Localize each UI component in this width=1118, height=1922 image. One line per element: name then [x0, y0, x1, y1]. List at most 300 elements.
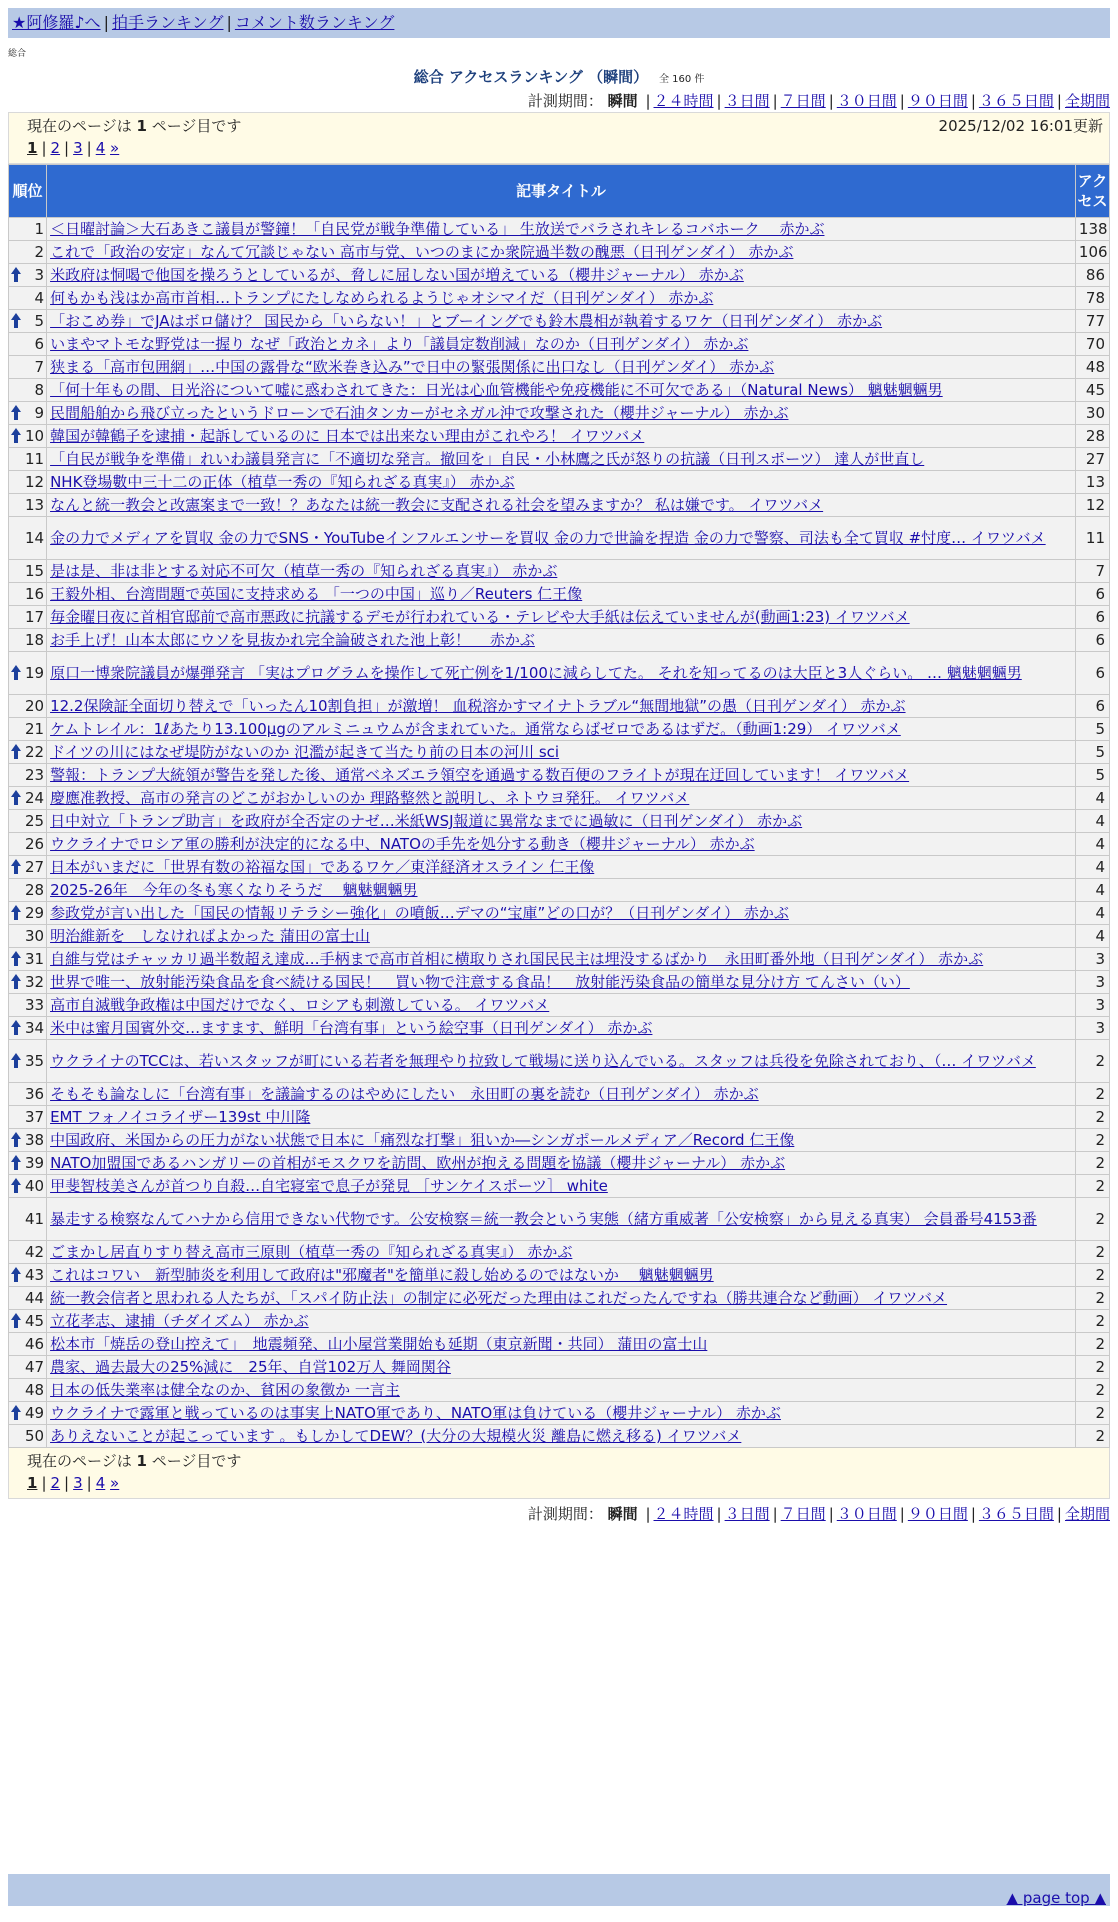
- table-row: [9, 1425, 1109, 1447]
- nav-separator: |: [226, 13, 232, 32]
- article-link[interactable]: 米政府は恫喝で他国を操ろうとしているが、脅しに屈しない国が増えている（櫻井ジャーナル） 赤かぶ: [50, 266, 744, 284]
- rank-cell: [9, 1379, 46, 1401]
- access-count: 6: [1076, 583, 1109, 605]
- title-cell: [47, 287, 1075, 309]
- rank-cell: [9, 1333, 46, 1355]
- rank-cell: [9, 1152, 46, 1174]
- rank-cell: [9, 494, 46, 516]
- access-count: 2: [1076, 1129, 1109, 1151]
- rank-cell: [9, 1287, 46, 1309]
- pager-page-link[interactable]: 3: [73, 1474, 83, 1492]
- rank-cell: [9, 333, 46, 355]
- table-row: [9, 1264, 1109, 1286]
- arrow-up-icon: [11, 1405, 21, 1421]
- title-cell: [47, 379, 1075, 401]
- table-row: [9, 1017, 1109, 1039]
- table-row: [9, 902, 1109, 924]
- nav-clap-ranking-link[interactable]: 拍手ランキング: [111, 13, 224, 32]
- table-row: [9, 1152, 1109, 1174]
- article-link[interactable]: 日中対立「トランプ助言」を政府が全否定のナゼ…米紙WSJ報道に異常なまでに過敏に（日刊ゲンダイ） 赤かぶ: [50, 812, 803, 830]
- table-row: [9, 833, 1109, 855]
- table-row: [9, 1356, 1109, 1378]
- table-row: [9, 583, 1109, 605]
- period-link[interactable]: ３６５日間: [978, 92, 1054, 110]
- rank-number: 8: [34, 381, 45, 399]
- period-current: 瞬間: [607, 92, 638, 110]
- period-link[interactable]: ３６５日間: [978, 1505, 1054, 1523]
- title-cell: [47, 741, 1075, 763]
- arrow-up-icon: [11, 1132, 21, 1148]
- rank-number: 23: [24, 766, 45, 784]
- rank-cell: [9, 1264, 46, 1286]
- table-row: [9, 333, 1109, 355]
- ranking-heading: [8, 66, 1110, 88]
- rank-cell: [9, 764, 46, 786]
- access-count: 12: [1076, 494, 1109, 516]
- table-row: [9, 1287, 1109, 1309]
- access-count: 4: [1076, 902, 1109, 924]
- rank-number: 1: [34, 220, 45, 238]
- access-count: 28: [1076, 425, 1109, 447]
- page-info-top: [8, 112, 1110, 164]
- pager-page-link[interactable]: 2: [50, 1474, 61, 1492]
- title-cell: [47, 310, 1075, 332]
- period-separator: |: [899, 92, 905, 110]
- table-row: [9, 241, 1109, 263]
- table-row: [9, 1379, 1109, 1401]
- article-link[interactable]: 立花孝志、逮捕（チダイズム） 赤かぶ: [50, 1312, 309, 1330]
- pager-current-page[interactable]: 1: [27, 139, 38, 157]
- pager-page-link[interactable]: 4: [95, 1474, 106, 1492]
- rank-cell: [9, 1083, 46, 1105]
- article-link[interactable]: 松本市「焼岳の登山控えて」 地震頻発、山小屋営業開始も延期（東京新聞・共同） 蒲田の富士山: [50, 1335, 708, 1353]
- period-link[interactable]: ７日間: [780, 1505, 826, 1523]
- rank-cell: [9, 971, 46, 993]
- pager-page-link[interactable]: 4: [95, 139, 106, 157]
- rank-number: 10: [24, 427, 45, 445]
- period-separator: |: [828, 92, 834, 110]
- article-link[interactable]: これはコワい 新型肺炎を利用して政府は"邪魔者"を簡単に殺し始めるのではないか 魑魅魍魎男: [50, 1266, 714, 1284]
- article-link[interactable]: お手上げ！山本太郎にウソを見抜かれ完全論破された池上彰！ 赤かぶ: [50, 631, 535, 649]
- page-status-prefix: 現在のページは: [27, 117, 132, 135]
- table-row: [9, 402, 1109, 424]
- article-link[interactable]: 明治維新を しなければよかった 蒲田の富士山: [50, 927, 370, 945]
- arrow-up-icon: [11, 405, 21, 421]
- table-row: [9, 810, 1109, 832]
- table-row: [9, 560, 1109, 582]
- access-count: 6: [1076, 629, 1109, 651]
- article-link[interactable]: ありえないことが起こっています 。もしかしてDEW？(大分の大規模火災 離島に燃え移る) イワツバメ: [50, 1427, 742, 1445]
- rank-cell: [9, 879, 46, 901]
- title-cell: [47, 241, 1075, 263]
- article-link[interactable]: 狭まる「高市包囲網」…中国の露骨な“欧米巻き込み”で日中の緊張関係に出口なし（日刊ゲンダイ） 赤かぶ: [50, 358, 775, 376]
- rank-cell: [9, 1241, 46, 1263]
- title-cell: [47, 1310, 1075, 1332]
- article-link[interactable]: 「おこめ券」でJAはボロ儲け？ 国民から「いらない！」とブーイングでも鈴木農相が執着するワケ（日刊ゲンダイ） 赤かぶ: [50, 312, 883, 330]
- table-row: [9, 629, 1109, 651]
- period-separator: |: [970, 1505, 976, 1523]
- arrow-up-icon: [11, 1313, 21, 1329]
- rank-number: 32: [24, 973, 45, 991]
- rank-cell: [9, 1402, 46, 1424]
- rank-cell: [9, 1310, 46, 1332]
- access-count: 5: [1076, 741, 1109, 763]
- rank-number: 12: [24, 473, 45, 491]
- top-nav: [8, 8, 1110, 38]
- title-cell: [47, 1425, 1075, 1447]
- rank-number: 29: [24, 904, 45, 922]
- access-count: 2: [1076, 1175, 1109, 1197]
- access-count: 3: [1076, 1017, 1109, 1039]
- rank-number: 5: [34, 312, 45, 330]
- title-cell: [47, 494, 1075, 516]
- page-status-number: 1: [136, 1452, 147, 1470]
- title-cell: [47, 764, 1075, 786]
- arrow-up-icon: [11, 1020, 21, 1036]
- article-link[interactable]: NHK登場數中三十二の正体（植草一秀の『知られざる真実』） 赤かぶ: [50, 473, 515, 491]
- title-cell: [47, 787, 1075, 809]
- rank-cell: [9, 1425, 46, 1447]
- article-link[interactable]: 高市自滅戦争政権は中国だけでなく、ロシアも刺激している。 イワツバメ: [50, 996, 550, 1014]
- article-link[interactable]: ウクライナでロシア軍の勝利が決定的になる中、NATOの手先を処分する動き（櫻井ジャーナル） 赤かぶ: [50, 835, 755, 853]
- bottom-bar: [8, 1874, 1110, 1906]
- rank-cell: [9, 695, 46, 717]
- table-row: [9, 1241, 1109, 1263]
- access-count: 70: [1076, 333, 1109, 355]
- article-link[interactable]: ウクライナのTCCは、若いスタッフが町にいる若者を無理やり拉致して戦場に送り込んでいる。スタッフは兵役を免除されており、（… イワツバメ: [50, 1052, 1036, 1070]
- access-count: 11: [1076, 517, 1109, 559]
- access-count: 3: [1076, 994, 1109, 1016]
- pager-separator: |: [64, 139, 70, 157]
- rank-cell: [9, 448, 46, 470]
- rank-number: 35: [24, 1052, 45, 1070]
- nav-separator: |: [103, 13, 109, 32]
- title-cell: [47, 402, 1075, 424]
- rank-number: 20: [24, 697, 45, 715]
- rank-cell: [9, 379, 46, 401]
- access-count: 2: [1076, 1379, 1109, 1401]
- rank-cell: [9, 902, 46, 924]
- arrow-up-icon: [11, 1155, 21, 1171]
- page-status: [27, 115, 241, 137]
- rank-number: 2: [34, 243, 45, 261]
- access-count: 4: [1076, 833, 1109, 855]
- rank-cell: [9, 425, 46, 447]
- table-row: [9, 925, 1109, 947]
- arrow-up-icon: [11, 974, 21, 990]
- period-link[interactable]: ３０日間: [836, 92, 897, 110]
- title-cell: [47, 1241, 1075, 1263]
- table-row: [9, 1402, 1109, 1424]
- rank-cell: [9, 583, 46, 605]
- period-separator: |: [1056, 1505, 1062, 1523]
- pager-page-link[interactable]: 3: [73, 139, 83, 157]
- period-link[interactable]: ２４時間: [653, 1505, 714, 1523]
- article-link[interactable]: 「何十年もの間、日光浴について嘘に惑わされてきた：日光は心血管機能や免疫機能に不可欠である」（Natural News） 魑魅魍魎男: [50, 381, 943, 399]
- pager-page-link[interactable]: 2: [50, 139, 61, 157]
- rank-cell: [9, 560, 46, 582]
- arrow-up-icon: [11, 313, 21, 329]
- article-link[interactable]: 世界で唯一、放射能汚染食品を食べ続ける国民！ 買い物で注意する食品！ 放射能汚染食品の簡単な見分け方 てんさい（い）: [50, 973, 910, 991]
- ranking-table: [8, 164, 1110, 1448]
- access-count: 48: [1076, 356, 1109, 378]
- title-cell: [47, 948, 1075, 970]
- rank-cell: [9, 356, 46, 378]
- table-row: [9, 379, 1109, 401]
- table-row: [9, 1333, 1109, 1355]
- title-cell: [47, 1129, 1075, 1151]
- article-link[interactable]: 是は是、非は非とする対応不可欠（植草一秀の『知られざる真実』） 赤かぶ: [50, 562, 558, 580]
- rank-cell: [9, 218, 46, 240]
- article-link[interactable]: ウクライナで露軍と戦っているのは事実上NATO軍であり、NATO軍は負けている（櫻井ジャーナル） 赤かぶ: [50, 1404, 781, 1422]
- rank-number: 4: [34, 289, 45, 307]
- table-row: [9, 517, 1109, 559]
- rank-number: 7: [34, 358, 45, 376]
- access-count: 2: [1076, 1287, 1109, 1309]
- rank-number: 37: [24, 1108, 45, 1126]
- title-cell: [47, 994, 1075, 1016]
- access-count: 30: [1076, 402, 1109, 424]
- header-rank: 順位: [9, 165, 46, 217]
- rank-number: 50: [24, 1427, 45, 1445]
- access-count: 6: [1076, 695, 1109, 717]
- title-cell: [47, 1264, 1075, 1286]
- period-separator: |: [1056, 92, 1062, 110]
- table-row: [9, 448, 1109, 470]
- table-row: [9, 994, 1109, 1016]
- rank-cell: [9, 471, 46, 493]
- article-link[interactable]: 韓国が韓鶴子を逮捕・起訴しているのに 日本では出来ない理由がこれやろ！ イワツバメ: [50, 427, 645, 445]
- total-count: 全 160 件: [658, 74, 705, 85]
- rank-number: 14: [24, 529, 45, 547]
- period-current: 瞬間: [607, 1505, 638, 1523]
- pager-top: [27, 137, 1103, 159]
- article-link[interactable]: そもそも論なしに「台湾有事」を議論するのはやめにしたい 永田町の裏を読む（日刊ゲンダイ） 赤かぶ: [50, 1085, 759, 1103]
- arrow-up-icon: [11, 744, 21, 760]
- access-count: 2: [1076, 1198, 1109, 1240]
- category-label: 総合: [8, 49, 27, 59]
- access-count: 4: [1076, 810, 1109, 832]
- title-cell: [47, 902, 1075, 924]
- article-link[interactable]: NATO加盟国であるハンガリーの首相がモスクワを訪問、欧州が抱える問題を協議（櫻井ジャーナル） 赤かぶ: [50, 1154, 786, 1172]
- pager-separator: |: [86, 139, 92, 157]
- table-row: [9, 764, 1109, 786]
- table-row: [9, 356, 1109, 378]
- access-count: 77: [1076, 310, 1109, 332]
- period-link[interactable]: 全期間: [1064, 1505, 1110, 1523]
- article-link[interactable]: ドイツの川にはなぜ堤防がないのか 氾濫が起きて当たり前の日本の河川 sci: [50, 743, 560, 761]
- table-row: [9, 856, 1109, 878]
- period-link[interactable]: ７日間: [780, 92, 826, 110]
- access-count: 5: [1076, 718, 1109, 740]
- table-row: [9, 948, 1109, 970]
- access-count: 6: [1076, 652, 1109, 694]
- pager-separator: |: [41, 139, 47, 157]
- period-link[interactable]: 全期間: [1064, 92, 1110, 110]
- table-row: [9, 1310, 1109, 1332]
- page-title: 総合 アクセスランキング （瞬間）: [413, 68, 649, 86]
- table-row: [9, 425, 1109, 447]
- rank-cell: [9, 1129, 46, 1151]
- title-cell: [47, 1333, 1075, 1355]
- rank-number: 48: [24, 1381, 45, 1399]
- rank-cell: [9, 1106, 46, 1128]
- article-link[interactable]: ごまかし居直りすり替え高市三原則（植草一秀の『知られざる真実』） 赤かぶ: [50, 1243, 573, 1261]
- article-link[interactable]: なんと統一教会と改憲案まで一致！？あなたは統一教会に支配される社会を望みますか？ 私は嫌です。 イワツバメ: [50, 496, 824, 514]
- title-cell: [47, 925, 1075, 947]
- period-separator: |: [828, 1505, 834, 1523]
- period-link[interactable]: ２４時間: [653, 92, 714, 110]
- rank-number: 17: [24, 608, 45, 626]
- rank-cell: [9, 1040, 46, 1082]
- access-count: 2: [1076, 1402, 1109, 1424]
- period-separator: |: [899, 1505, 905, 1523]
- title-cell: [47, 264, 1075, 286]
- article-link[interactable]: 米中は蜜月国賓外交…ますます、鮮明「台湾有事」という絵空事（日刊ゲンダイ） 赤かぶ: [50, 1019, 653, 1037]
- rank-number: 41: [24, 1210, 45, 1228]
- table-row: [9, 971, 1109, 993]
- access-count: 4: [1076, 787, 1109, 809]
- article-link[interactable]: 参政党が言い出した「国民の情報リテラシー強化」の噴飯…デマの“宝庫”どの口が？（日刊ゲンダイ） 赤かぶ: [50, 904, 789, 922]
- arrow-up-icon: [11, 1267, 21, 1283]
- nav-home-link[interactable]: ★阿修羅♪へ: [12, 13, 101, 32]
- period-separator: |: [772, 92, 778, 110]
- article-link[interactable]: 日本がいまだに「世界有数の裕福な国」であるワケ／東洋経済オスライン 仁王像: [50, 858, 595, 876]
- rank-number: 44: [24, 1289, 45, 1307]
- rank-cell: [9, 810, 46, 832]
- article-link[interactable]: 12.2保険証全面切り替えで「いったん10割負担」が激増！ 血税溶かすマイナトラブル“無間地獄”の愚（日刊ゲンダイ） 赤かぶ: [50, 697, 906, 715]
- period-link[interactable]: ９０日間: [907, 1505, 968, 1523]
- period-selector-top: [8, 90, 1110, 112]
- rank-number: 43: [24, 1266, 45, 1284]
- article-link[interactable]: 「自民が戦争を準備」れいわ議員発言に「不適切な発言。撤回を」自民・小林鷹之氏が怒りの抗議（日刊スポーツ） 達人が世直し: [50, 450, 925, 468]
- title-cell: [47, 560, 1075, 582]
- pager-separator: |: [64, 1474, 70, 1492]
- article-link[interactable]: 自維与党はチャッカリ過半数超え達成…手柄まで高市首相に横取りされ国民民主は埋没するばかり 永田町番外地（日刊ゲンダイ） 赤かぶ: [50, 950, 984, 968]
- rank-cell: [9, 741, 46, 763]
- article-link[interactable]: 2025-26年 今年の冬も寒くなりそうだ 魑魅魍魎男: [50, 881, 418, 899]
- article-link[interactable]: 日本の低失業率は健全なのか、貧困の象徴か 一言主: [50, 1381, 400, 1399]
- article-link[interactable]: 警報：トランプ大統領が警告を発した後、通常ベネズエラ領空を通過する数百便のフライトが現在迂回しています！ イワツバメ: [50, 766, 910, 784]
- article-link[interactable]: 中国政府、米国からの圧力がない状態で日本に「痛烈な打撃」狙いか―シンガポールメディア／Record 仁王像: [50, 1131, 795, 1149]
- rank-cell: [9, 606, 46, 628]
- page-top-link[interactable]: ▲ page top ▲: [1006, 1889, 1106, 1907]
- article-link[interactable]: ＜日曜討論＞大石あきこ議員が警鐘！「自民党が戦争準備している」 生放送でバラされキレるコバホーク 赤かぶ: [50, 220, 825, 238]
- article-link[interactable]: 民間船舶から飛び立ったというドローンで石油タンカーがセネガル沖で攻撃された（櫻井ジャーナル） 赤かぶ: [50, 404, 789, 422]
- access-count: 4: [1076, 879, 1109, 901]
- access-count: 2: [1076, 1152, 1109, 1174]
- access-count: 6: [1076, 606, 1109, 628]
- title-cell: [47, 1175, 1075, 1197]
- article-link[interactable]: 農家、過去最大の25%減に 25年、自営102万人 舞岡関谷: [50, 1358, 451, 1376]
- period-selector-bottom: [8, 1503, 1110, 1525]
- rank-cell: [9, 1017, 46, 1039]
- rank-number: 47: [24, 1358, 45, 1376]
- title-cell: [47, 856, 1075, 878]
- rank-number: 26: [24, 835, 45, 853]
- period-separator: |: [716, 92, 722, 110]
- rank-number: 3: [34, 266, 45, 284]
- period-link[interactable]: ３日間: [724, 92, 770, 110]
- access-count: 2: [1076, 1310, 1109, 1332]
- table-row: [9, 264, 1109, 286]
- access-count: 4: [1076, 856, 1109, 878]
- rank-number: 24: [24, 789, 45, 807]
- title-cell: [47, 971, 1075, 993]
- pager-bottom: [27, 1472, 1103, 1494]
- access-count: 5: [1076, 764, 1109, 786]
- rank-cell: [9, 517, 46, 559]
- page-info-bottom: [8, 1448, 1110, 1499]
- rank-number: 42: [24, 1243, 45, 1261]
- access-count: 45: [1076, 379, 1109, 401]
- table-row: [9, 310, 1109, 332]
- title-cell: [47, 1356, 1075, 1378]
- article-link[interactable]: ケムトレイル：1ℓあたり13.100μgのアルミニュウムが含まれていた。通常ならばゼロであるはずだ。（動画1:29） イワツバメ: [50, 720, 901, 738]
- page-status-suffix: ページ目です: [151, 117, 242, 135]
- rank-cell: [9, 629, 46, 651]
- title-cell: [47, 629, 1075, 651]
- table-row: [9, 879, 1109, 901]
- period-separator: |: [645, 1505, 651, 1523]
- article-link[interactable]: 統一教会信者と思われる人たちが、「スパイ防止法」の制定に必死だった理由はこれだったんですね（勝共連合など動画） イワツバメ: [50, 1289, 948, 1307]
- rank-cell: [9, 310, 46, 332]
- article-link[interactable]: 原口一博衆院議員が爆弾発言 「実はプログラムを操作して死亡例を1/100に減らしてた。 それを知ってるのは大臣と3人ぐらい。 … 魑魅魍魎男: [50, 664, 1022, 682]
- pager-next-link[interactable]: »: [110, 139, 120, 157]
- article-link[interactable]: 王毅外相、台湾問題で英国に支持求める 「一つの中国」巡り／Reuters 仁王像: [50, 585, 583, 603]
- article-link[interactable]: 毎金曜日夜に首相官邸前で高市悪政に抗議するデモが行われている・テレビや大手紙は伝えていませんが(動画1:23) イワツバメ: [50, 608, 910, 626]
- rank-cell: [9, 1356, 46, 1378]
- pager-current-page[interactable]: 1: [27, 1474, 38, 1492]
- header-title: 記事タイトル: [47, 165, 1075, 217]
- arrow-up-icon: [11, 428, 21, 444]
- rank-number: 15: [24, 562, 45, 580]
- title-cell: [47, 218, 1075, 240]
- pager-separator: |: [41, 1474, 47, 1492]
- access-count: 2: [1076, 1264, 1109, 1286]
- title-cell: [47, 356, 1075, 378]
- article-link[interactable]: 何もかも浅はか高市首相…トランプにたしなめられるようじゃオシマイだ（日刊ゲンダイ） 赤かぶ: [50, 289, 714, 307]
- access-count: 2: [1076, 1106, 1109, 1128]
- arrow-up-icon: [11, 905, 21, 921]
- period-link[interactable]: ３日間: [724, 1505, 770, 1523]
- access-count: 7: [1076, 560, 1109, 582]
- rank-number: 9: [34, 404, 45, 422]
- period-link[interactable]: ９０日間: [907, 92, 968, 110]
- nav-comment-ranking-link[interactable]: コメント数ランキング: [234, 13, 395, 32]
- title-cell: [47, 517, 1075, 559]
- article-link[interactable]: 金の力でメディアを買収 金の力でSNS・YouTubeインフルエンサーを買収 金の力で世論を捏造 金の力で警察、司法も全て買収 #忖度… イワツバメ: [50, 529, 1046, 547]
- article-link[interactable]: いまやマトモな野党は一握り なぜ「政治とカネ」より「議員定数削減」なのか（日刊ゲンダイ） 赤かぶ: [50, 335, 749, 353]
- rank-number: 49: [24, 1404, 45, 1422]
- period-link[interactable]: ３０日間: [836, 1505, 897, 1523]
- period-separator: |: [645, 92, 651, 110]
- article-link[interactable]: 甲斐智枝美さんが首つり自殺…自宅寝室で息子が発見 ［サンケイスポーツ］ white: [50, 1177, 608, 1195]
- article-link[interactable]: EMT フォノイコライザー139st 中川隆: [50, 1108, 311, 1126]
- title-cell: [47, 583, 1075, 605]
- article-link[interactable]: 暴走する検察なんてハナから信用できない代物です。公安検察＝統一教会という実態（緒方重威著「公安検察」から見える真実） 会員番号4153番: [50, 1210, 1037, 1228]
- article-link[interactable]: これで「政治の安定」なんて冗談じゃない 高市与党、いつのまにか衆院過半数の醜悪（日刊ゲンダイ） 赤かぶ: [50, 243, 794, 261]
- table-row: [9, 287, 1109, 309]
- title-cell: [47, 1152, 1075, 1174]
- ranking-table-body: [9, 218, 1109, 1447]
- table-row: [9, 606, 1109, 628]
- arrow-up-icon: [11, 267, 21, 283]
- pager-next-link[interactable]: »: [110, 1474, 120, 1492]
- article-link[interactable]: 慶應准教授、高市の発言のどこがおかしいのか 理路整然と説明し、ネトウヨ発狂。 イワツバメ: [50, 789, 690, 807]
- access-count: 3: [1076, 948, 1109, 970]
- pager-separator: |: [86, 1474, 92, 1492]
